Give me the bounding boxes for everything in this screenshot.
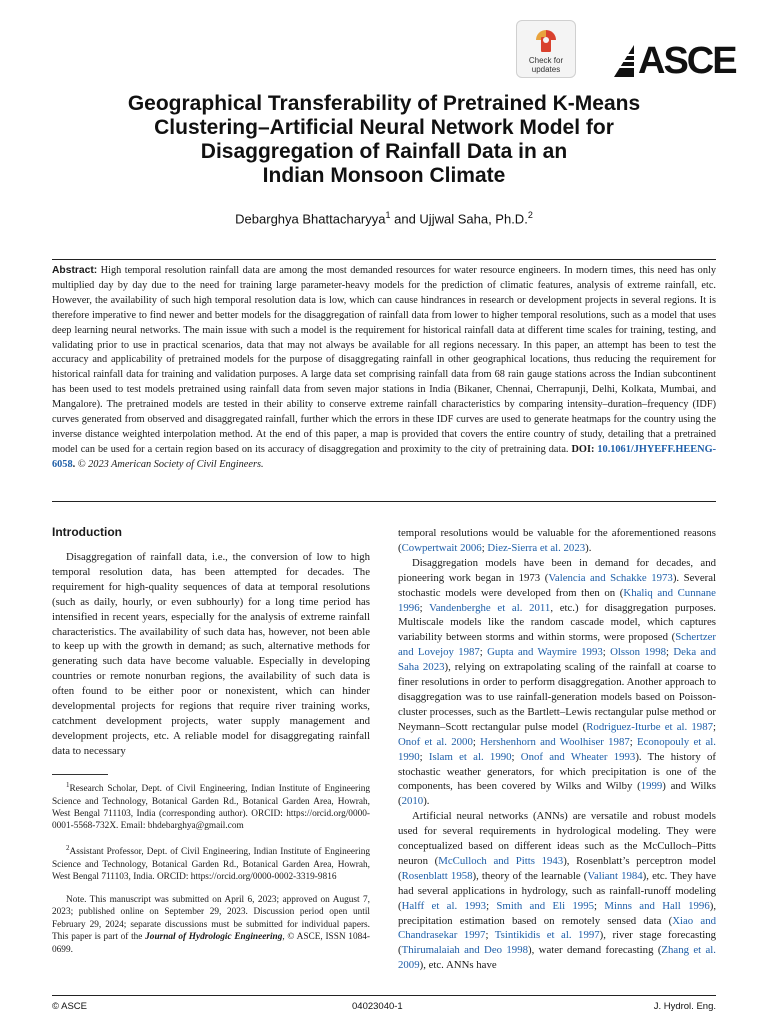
right-paragraph-3: Artificial neural networks (ANNs) are versatile and robust models used for several requirements in hydrological modeling. They were conceptualized based on different ideas such as the McCulloch–Pitts neuron (McCulloch and Pitts 1943), Rosenblatt’s perceptron model (Rosenblatt 1958), theory of the learnable (Valiant 1984), etc. They have had several applications in hydrology, such as rainfall-runoff modeling (Halff et al. 1993; Smith and Eli 1995; Minns and Hall 1996), precipitation estimation based on remotely sensed data (Xiao and Chandrasekar 1997; Tsintikidis et al. 1997), river stage forecasting (Thirumalaiah and Deo 1998), water demand forecasting (Zhang et al. 2009), etc. ANNs have (398, 810, 717, 972)
abstract-body: High temporal resolution rainfall data are among the most demanded resources for water resource engineers. In modern times, this need has only multiplied day by day due to the need for training large parameter-heavy models for the prediction of climatic features, analysis of extreme rainfall, etc. However, the availability of such high temporal resolution data is low, which can cause hindrances in research or development projects in several regions. It is therefore imperative to find newer and better models for the disaggregation of rainfall data from lower to higher temporal resolutions, such as a model that uses deep learning neural networks. The main issue with such a model is the requirement for historical rainfall data at different time scales for training, testing, and validating prior to use in practical scenarios, data that may not always be available for all regions necessary. In this paper, an attempt has been to test the accuracy and applicability of pretrained models for the purpose of disaggregating rainfall in other geographical locations, thus reducing the requirement for historical rainfall data for training and validation purposes. A large data set comprising rainfall data from 68 rain gauge stations across the Indian subcontinent has been used to test models pretrained using rainfall data from seven major stations in India (Bikaner, Chennai, Cherrapunji, Delhi, Kolkata, Mumbai, and Mangalore). The pretrained models are tested in their ability to conserve extreme rainfall characteristics by comparing intensity–duration–frequency (IDF) curves generated from observed and disaggregated rainfall, further which the errors in these IDF curves are used to generate heatmaps for the country using the inverse distance weighted interpolation method. At the end of this paper, a map is provided that covers the entire country of study, detailing that a pretrained model can be used for a certain region based on its accuracy of disaggregation and proximity to the city of pretraining data. (52, 265, 716, 455)
left-column (52, 524, 370, 759)
check-for-updates-icon (532, 26, 560, 54)
footer-copyright: © ASCE (52, 1001, 87, 1012)
author-1: Debarghya Bhattacharyya (235, 211, 386, 227)
citation-link[interactable]: Halff et al. 1993 (401, 899, 487, 912)
abstract-bottom-rule (52, 501, 716, 502)
badge-text: Check for updates (528, 56, 564, 74)
page-number: 04023040-1 (352, 1001, 403, 1012)
citation-link[interactable]: Vandenberghe et al. 2011 (429, 601, 551, 614)
asce-logo (612, 40, 736, 82)
copyright-notice: © 2023 American Society of Civil Engineers. (77, 458, 264, 470)
journal-abbrev: J. Hydrol. Eng. (653, 1001, 716, 1012)
page-footer (52, 1001, 716, 1015)
citation-link[interactable]: Thirumalaiah and Deo 1998 (401, 944, 528, 957)
citation-link[interactable]: Deka and Saha 2023 (398, 646, 717, 674)
citation-link[interactable]: Schertzer and Lovejoy 1987 (398, 631, 716, 659)
section-heading-introduction: Introduction (52, 525, 122, 539)
journal-name: Journal of Hydrologic Engineering (145, 932, 283, 943)
author-1-affiliation: 1 (385, 210, 391, 220)
citation-link[interactable]: Valencia and Schakke 1973 (548, 571, 673, 584)
right-paragraph-1: temporal resolutions would be valuable for the aforementioned reasons (Cowpertwait 2006; Diez-Sierra et al. 2023). (398, 527, 716, 554)
citation-link[interactable]: Hershenhorn and Woolhiser 1987 (480, 735, 630, 748)
doi-link[interactable]: 10.1061/JHYEFF.HEENG-6058 (52, 443, 717, 470)
citation-link[interactable]: McCulloch and Pitts 1943 (438, 854, 564, 867)
author-2: Ujjwal Saha, Ph.D. (419, 211, 528, 227)
footnote-2: $^2$Assistant Professor, Dept. of Civil Engineering, Indian Institute of Engineering Science and Technology, Botanical Garden Rd., Botanical Garden Area, Howrah, West Bengal 711103, India. ORCID: https://orcid.org/0000-0002-3319-9816 (52, 844, 370, 882)
check-for-updates-badge[interactable] (516, 20, 576, 78)
citation-link[interactable]: Tsintikidis et al. 1997 (494, 929, 600, 942)
citation-link[interactable]: Rodriguez-Iturbe et al. 1987 (586, 720, 714, 733)
author-2-affiliation: 2 (527, 210, 533, 220)
citation-link[interactable]: Rosenblatt 1958 (401, 869, 473, 882)
logo-text: ASCE (638, 39, 736, 82)
citation-link[interactable]: Gupta and Waymire 1993 (487, 646, 603, 659)
right-column (398, 526, 716, 973)
footnote-1: $^1$Research Scholar, Dept. of Civil Engineering, Indian Institute of Engineering Science and Technology, Botanical Garden Rd., Botanical Garden Area, Howrah, West Bengal 711103, India (corresponding author). ORCID: https://orcid.org/0000-0001-5568-732X. Email: bhdebarghya@gmail.com (52, 781, 370, 832)
citation-link[interactable]: Zhang et al. 2009 (398, 944, 716, 972)
intro-paragraph: Disaggregation of rainfall data, i.e., the conversion of low to high temporal resolution data, has been attempted for decades. The requirement for high-quality sequences of data at temporal resolutions (such as daily, hourly, or even subhourly) for a long time period has intensified in recent years, especially for the analysis of extreme rainfall characteristics. The availability of such data has, however, not been able to keep up with the growth in demand; as such, alternative methods for generating such data have become valuable. Especially in developing countries or remote nonurban regions, the availability of such data is often found to be either poor or nonexistent, which can hinder developmental projects for regions that require river training works, catchment development projects, water supply management and development projects, etc. A reliable model for disaggregating rainfall data to necessary (52, 551, 370, 757)
citation-link[interactable]: 2010 (401, 795, 424, 808)
doi-label: DOI: (571, 443, 595, 455)
citation-link[interactable]: Onof et al. 2000 (398, 735, 473, 748)
abstract-top-rule (52, 259, 716, 260)
asce-logo-icon (612, 43, 636, 79)
footnote-rule (52, 774, 108, 775)
right-paragraph-2: Disaggregation models have been in demand for decades, and pioneering work began in 1973 (Valencia and Schakke 1973). Several stochastic models were developed from then on (Khaliq and Cunnane 1996; Vandenberghe et al. 2011, etc.) for disaggregation purposes. Multiscale models like the random cascade model, which captures variability between storms and within storms, were proposed (Schertzer and Lovejoy 1987; Gupta and Waymire 1993; Olsson 1998; Deka and Saha 2023), relying on extrapolating scaling of the rainfall at coarse to finer resolutions in order to perform disaggregation. Another approach to disaggregation was to use rainfall-generation models based on Poisson-cluster processes, such as the Bartlett–Lewis rectangular pulse method or Neymann–Scott rectangular pulse model (Rodriguez-Iturbe et al. 1987; Onof et al. 2000; Hershenhorn and Woolhiser 1987; Econopouly et al. 1990; Islam et al. 1990; Onof and Wheater 1993). The history of stochastic weather generators, for which precipitation is one of the components, has been covered by Wilks and Wilby (1999) and Wilks (2010). (398, 556, 717, 808)
abstract: Abstract: High temporal resolution rainfall data are among the most demanded resources for water resource engineers. In modern times, this need has only multiplied day by day due to the need for training large parameter-heavy models for the prediction of climatic features, analysis of extreme rainfall, etc. However, the availability of such high temporal resolution data is low, which can cause hindrances in research or development projects in several regions. It is therefore imperative to find newer and better models for the disaggregation of rainfall data from lower to higher temporal resolutions, such as a model that uses deep learning neural networks. The main issue with such a model is the requirement for historical rainfall data at different time scales for training, testing, and validating prior to use in practical scenarios, data that may not always be available for all regions necessary. In this paper, an attempt has been to test the accuracy and applicability of pretrained models for the purpose of disaggregating rainfall in other geographical locations, thus reducing the requirement for historical rainfall data for training and validation purposes. A large data set comprising rainfall data from 68 rain gauge stations across the Indian subcontinent has been used to test models pretrained using rainfall data from seven major stations in India (Bikaner, Chennai, Cherrapunji, Delhi, Kolkata, Mumbai, and Mangalore). The pretrained models are tested in their ability to conserve extreme rainfall characteristics by comparing intensity–duration–frequency (IDF) curves generated from observed and disaggregated rainfall, further which the errors in these IDF curves are used to generate heatmaps for the country using the inverse distance weighted interpolation method. At the end of this paper, a map is provided that covers the entire country of study, detailing that a pretrained model can be used for a certain region based on its accuracy of disaggregation and proximity to the city of pretraining data. DOI: 10.1061/JHYEFF.HEENG-6058. © 2023 American Society of Civil Engineers. (52, 265, 717, 470)
abstract-label: Abstract: (52, 265, 98, 276)
author-list: Debarghya Bhattacharyya$^1$ and Ujjwal Saha, Ph.D.$^2$ (235, 210, 533, 227)
citation-link[interactable]: Onof and Wheater 1993 (520, 750, 636, 763)
citation-link[interactable]: Xiao and Chandrasekar 1997 (398, 914, 716, 942)
citation-link[interactable]: 1999 (640, 780, 663, 793)
citation-link[interactable]: Econopouly et al. 1990 (398, 735, 716, 763)
footer-rule (52, 995, 716, 996)
citation-link[interactable]: Olsson 1998 (610, 646, 666, 659)
paper-title: Geographical Transferability of Pretrained K-Means Clustering–Artificial Neural Network Model for Disaggregation of Rainfall Data in an Indian Monsoon Climate (127, 92, 641, 187)
citation-link[interactable]: Islam et al. 1990 (428, 750, 512, 763)
citation-link[interactable]: Smith and Eli 1995 (496, 899, 594, 912)
citation-link[interactable]: Cowpertwait 2006 (401, 541, 482, 554)
citation-link[interactable]: Minns and Hall 1996 (604, 899, 710, 912)
manuscript-note: Note. This manuscript was submitted on April 6, 2023; approved on August 7, 2023; published online on September 29, 2023. Discussion period open until February 29, 2024; separate discussions must be submitted for individual papers. This paper is part of the Journal of Hydrologic Engineering, © ASCE, ISSN 1084-0699. (52, 895, 370, 955)
citation-link[interactable]: Khaliq and Cunnane 1996 (398, 586, 716, 614)
citation-link[interactable]: Diez-Sierra et al. 2023 (487, 541, 586, 554)
citation-link[interactable]: Valiant 1984 (587, 869, 643, 882)
